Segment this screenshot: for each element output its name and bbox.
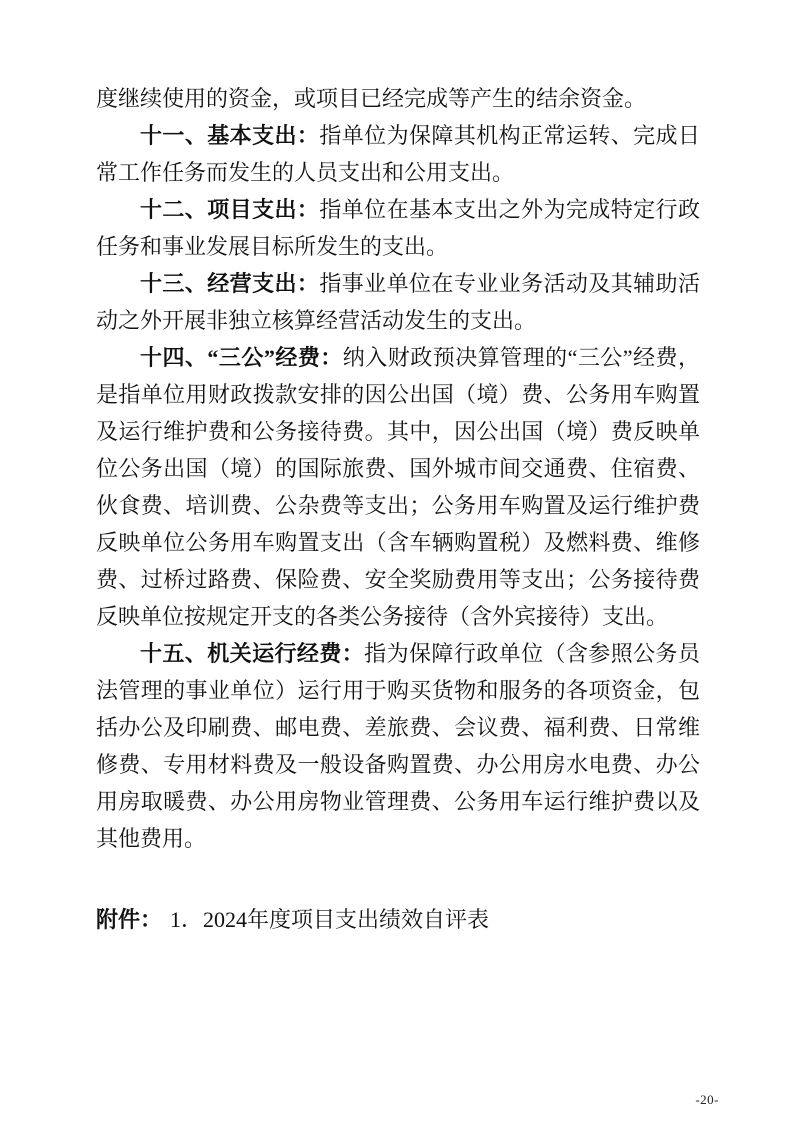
paragraph (96, 635, 700, 857)
paragraph-text: 度继续使用的资金，或项目已经完成等产生的结余资金。 (96, 86, 647, 111)
page-number: -20- (695, 1092, 719, 1107)
paragraph (96, 191, 700, 265)
paragraph-term: 十三、经营支出： (140, 271, 320, 296)
paragraph-text: 指单位在基本支出之外为完成特定行政任务和事业发展目标所发生的支出。 (96, 197, 700, 259)
paragraph (96, 339, 700, 635)
paragraph-term: 十一、基本支出： (140, 123, 320, 148)
paragraph (96, 265, 700, 339)
attachment-item: 1．2024年度项目支出绩效自评表 (170, 907, 490, 932)
paragraph-text: 指为保障行政单位（含参照公务员法管理的事业单位）运行用于购买货物和服务的各项资金，包括办公及印刷费、邮电费、差旅费、会议费、福利费、日常维修费、专用材料费及一般设备购置费、办公用房水电费、办公用房取暖费、办公用房物业管理费、公务用车运行维护费以及其他费用。 (96, 641, 700, 851)
paragraph-text: 指单位为保障其机构正常运转、完成日常工作任务而发生的人员支出和公用支出。 (96, 123, 700, 185)
paragraph-text: 指事业单位在专业业务活动及其辅助活动之外开展非独立核算经营活动发生的支出。 (96, 271, 700, 333)
attachment-line (96, 901, 700, 938)
paragraph-term: 十四、“三公”经费： (140, 345, 343, 370)
paragraph (96, 117, 700, 191)
attachment-label: 附件： (96, 907, 163, 932)
paragraph-term: 十二、项目支出： (140, 197, 320, 222)
paragraph-text: 纳入财政预决算管理的“三公”经费，是指单位用财政拨款安排的因公出国（境）费、公务用车购置及运行维护费和公务接待费。其中，因公出国（境）费反映单位公务出国（境）的国际旅费、国外城市间交通费、住宿费、伙食费、培训费、公杂费等支出；公务用车购置及运行维护费反映单位公务用车购置支出（含车辆购置税）及燃料费、维修费、过桥过路费、保险费、安全奖励费用等支出；公务接待费反映单位按规定开支的各类公务接待（含外宾接待）支出。 (96, 345, 700, 629)
document-body (96, 80, 700, 938)
paragraph-term: 十五、机关运行经费： (140, 641, 365, 666)
paragraph (96, 80, 700, 117)
